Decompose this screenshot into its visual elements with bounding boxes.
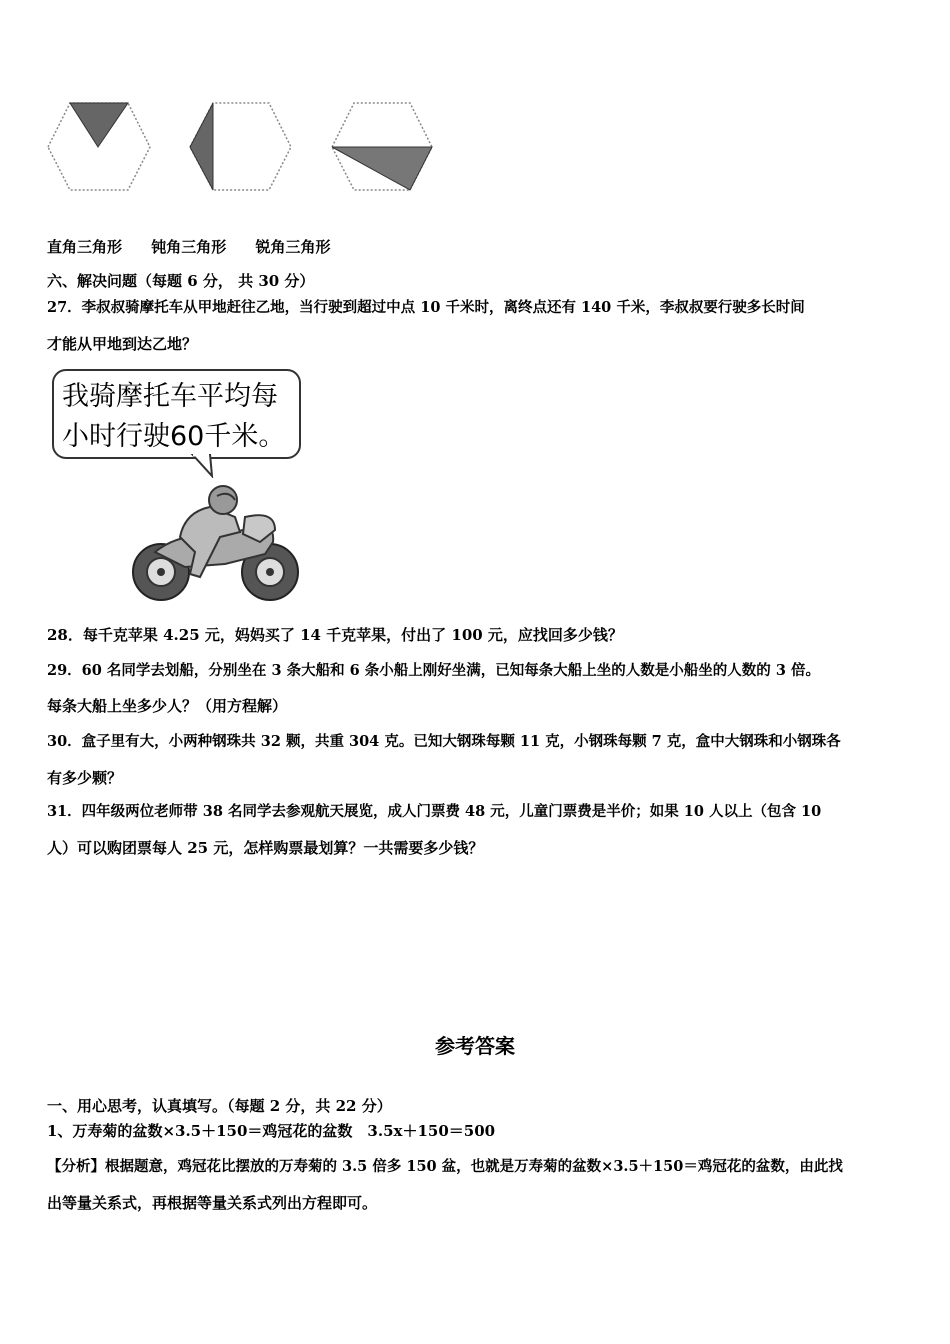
answer-1: 1、万寿菊的盆数×3.5＋150＝鸡冠花的盆数 3.5x＋150＝500 bbox=[47, 1122, 496, 1140]
section6-heading: 六、解决问题（每题 6 分， 共 30 分） bbox=[47, 272, 315, 290]
q30-line1: 30．盒子里有大，小两种钢珠共 32 颗，共重 304 克。已知大钢珠每颗 11 克，小钢珠每颗 7 克，盒中大钢珠和小钢珠各 bbox=[47, 733, 841, 750]
caption-obtuse-triangle: 钝角三角形 bbox=[151, 238, 227, 256]
motorcycle-rider-illustration bbox=[125, 482, 305, 602]
speech-bubble bbox=[52, 369, 301, 459]
q29-line1: 29．60 名同学去划船，分别坐在 3 条大船和 6 条小船上刚好坐满，已知每条大船上坐的人数是小船坐的人数的 3 倍。 bbox=[47, 662, 820, 679]
q29-line2: 每条大船上坐多少人？（用方程解） bbox=[47, 697, 288, 715]
q30-line2: 有多少颗？ bbox=[47, 769, 123, 787]
speech-bubble-line1: 我骑摩托车平均每 bbox=[62, 381, 278, 412]
hexagon-figures bbox=[40, 95, 440, 200]
q27-line2: 才能从甲地到达乙地？ bbox=[47, 335, 198, 353]
q27-line1: 27．李叔叔骑摩托车从甲地赶往乙地，当行驶到超过中点 10 千米时，离终点还有 140 千米，李叔叔要行驶多长时间 bbox=[47, 299, 805, 316]
caption-right-triangle: 直角三角形 bbox=[47, 238, 123, 256]
speech-bubble-line2: 小时行驶60千米。 bbox=[62, 421, 286, 452]
hexagon-acute-triangle bbox=[332, 103, 432, 190]
analysis-line1: 【分析】根据题意，鸡冠花比摆放的万寿菊的 3.5 倍多 150 盆，也就是万寿菊的盆数×3.5＋150＝鸡冠花的盆数，由此找 bbox=[47, 1158, 843, 1175]
caption-acute-triangle: 锐角三角形 bbox=[255, 238, 331, 256]
speech-bubble-tail bbox=[190, 454, 220, 478]
analysis-line2: 出等量关系式，再根据等量关系式列出方程即可。 bbox=[47, 1194, 378, 1212]
figure-captions bbox=[47, 236, 331, 257]
hexagon-right-triangle bbox=[48, 103, 150, 190]
hexagon-obtuse-triangle bbox=[190, 103, 291, 190]
q28-line1: 28．每千克苹果 4.25 元，妈妈买了 14 千克苹果，付出了 100 元，应找回多少钱？ bbox=[47, 626, 623, 644]
q31-line2: 人）可以购团票每人 25 元，怎样购票最划算？一共需要多少钱？ bbox=[47, 839, 484, 857]
answers-title: 参考答案 bbox=[435, 1034, 515, 1058]
q31-line1: 31．四年级两位老师带 38 名同学去参观航天展览，成人门票费 48 元，儿童门票费是半价；如果 10 人以上（包含 10 bbox=[47, 803, 822, 820]
answers-section1: 一、用心思考，认真填写。（每题 2 分，共 22 分） bbox=[47, 1097, 392, 1115]
rider-helmet bbox=[209, 486, 237, 514]
